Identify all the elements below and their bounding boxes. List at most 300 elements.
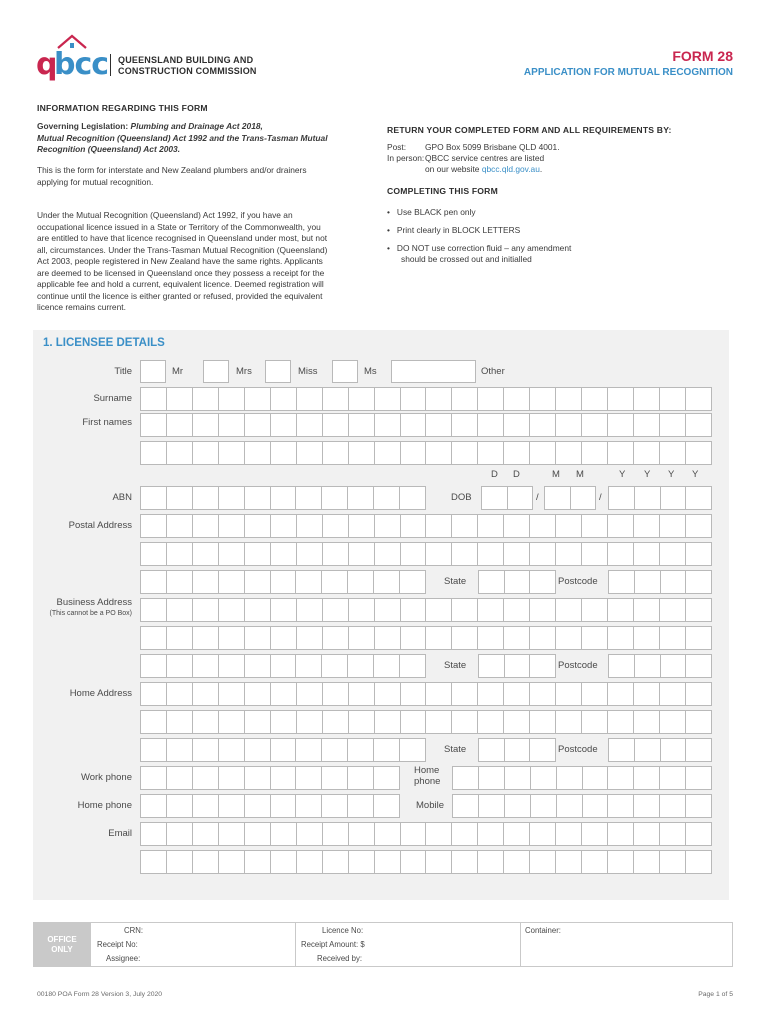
character-cell[interactable] [167, 542, 193, 566]
character-cell[interactable] [686, 441, 712, 465]
character-cell[interactable] [452, 766, 479, 790]
character-cell[interactable] [452, 441, 478, 465]
character-cell[interactable] [349, 413, 375, 437]
character-cell[interactable] [374, 654, 400, 678]
character-cell[interactable] [297, 626, 323, 650]
character-cell[interactable] [193, 794, 219, 818]
abn-field[interactable] [140, 486, 426, 510]
character-cell[interactable] [635, 654, 661, 678]
character-cell[interactable] [452, 682, 478, 706]
character-cell[interactable] [556, 598, 582, 622]
character-cell[interactable] [271, 654, 297, 678]
character-cell[interactable] [661, 570, 687, 594]
character-cell[interactable] [140, 738, 167, 762]
dob-month-field[interactable] [544, 486, 596, 510]
character-cell[interactable] [400, 654, 426, 678]
character-cell[interactable] [608, 570, 635, 594]
character-cell[interactable] [167, 387, 193, 411]
character-cell[interactable] [140, 413, 167, 437]
character-cell[interactable] [375, 822, 401, 846]
character-cell[interactable] [556, 542, 582, 566]
character-cell[interactable] [219, 542, 245, 566]
character-cell[interactable] [297, 542, 323, 566]
character-cell[interactable] [401, 626, 427, 650]
character-cell[interactable] [322, 654, 348, 678]
character-cell[interactable] [544, 486, 571, 510]
character-cell[interactable] [504, 413, 530, 437]
character-cell[interactable] [635, 738, 661, 762]
character-cell[interactable] [323, 710, 349, 734]
character-cell[interactable] [452, 514, 478, 538]
character-cell[interactable] [557, 794, 583, 818]
character-cell[interactable] [556, 626, 582, 650]
character-cell[interactable] [686, 710, 712, 734]
postal-postcode-field[interactable] [608, 570, 712, 594]
character-cell[interactable] [478, 850, 504, 874]
character-cell[interactable] [219, 738, 245, 762]
character-cell[interactable] [323, 850, 349, 874]
character-cell[interactable] [245, 822, 271, 846]
character-cell[interactable] [530, 542, 556, 566]
character-cell[interactable] [508, 486, 534, 510]
character-cell[interactable] [530, 441, 556, 465]
character-cell[interactable] [271, 542, 297, 566]
character-cell[interactable] [608, 441, 634, 465]
character-cell[interactable] [530, 387, 556, 411]
character-cell[interactable] [245, 710, 271, 734]
character-cell[interactable] [478, 738, 505, 762]
character-cell[interactable] [375, 542, 401, 566]
character-cell[interactable] [140, 598, 167, 622]
character-cell[interactable] [608, 738, 635, 762]
character-cell[interactable] [245, 387, 271, 411]
character-cell[interactable] [660, 514, 686, 538]
character-cell[interactable] [297, 441, 323, 465]
character-cell[interactable] [193, 710, 219, 734]
character-cell[interactable] [193, 626, 219, 650]
character-cell[interactable] [323, 413, 349, 437]
character-cell[interactable] [167, 822, 193, 846]
character-cell[interactable] [686, 850, 712, 874]
character-cell[interactable] [556, 441, 582, 465]
character-cell[interactable] [323, 387, 349, 411]
character-cell[interactable] [167, 738, 193, 762]
character-cell[interactable] [349, 387, 375, 411]
character-cell[interactable] [660, 413, 686, 437]
character-cell[interactable] [167, 850, 193, 874]
character-cell[interactable] [219, 794, 245, 818]
character-cell[interactable] [582, 441, 608, 465]
character-cell[interactable] [349, 682, 375, 706]
character-cell[interactable] [140, 387, 167, 411]
character-cell[interactable] [608, 514, 634, 538]
character-cell[interactable] [245, 514, 271, 538]
character-cell[interactable] [348, 738, 374, 762]
character-cell[interactable] [271, 710, 297, 734]
character-cell[interactable] [426, 387, 452, 411]
character-cell[interactable] [271, 570, 297, 594]
character-cell[interactable] [374, 570, 400, 594]
character-cell[interactable] [634, 598, 660, 622]
character-cell[interactable] [556, 413, 582, 437]
character-cell[interactable] [140, 486, 167, 510]
character-cell[interactable] [504, 542, 530, 566]
character-cell[interactable] [582, 710, 608, 734]
character-cell[interactable] [193, 570, 219, 594]
character-cell[interactable] [245, 850, 271, 874]
character-cell[interactable] [530, 822, 556, 846]
business-address-line-1[interactable] [140, 598, 712, 622]
character-cell[interactable] [271, 626, 297, 650]
surname-field[interactable] [140, 387, 712, 411]
character-cell[interactable] [530, 514, 556, 538]
character-cell[interactable] [582, 850, 608, 874]
character-cell[interactable] [219, 514, 245, 538]
character-cell[interactable] [478, 387, 504, 411]
character-cell[interactable] [140, 710, 167, 734]
character-cell[interactable] [479, 794, 505, 818]
character-cell[interactable] [504, 710, 530, 734]
character-cell[interactable] [323, 822, 349, 846]
character-cell[interactable] [245, 654, 271, 678]
character-cell[interactable] [426, 598, 452, 622]
home-postcode-field[interactable] [608, 738, 712, 762]
character-cell[interactable] [349, 441, 375, 465]
postal-state-field[interactable] [478, 570, 556, 594]
character-cell[interactable] [245, 626, 271, 650]
character-cell[interactable] [140, 654, 167, 678]
character-cell[interactable] [167, 441, 193, 465]
character-cell[interactable] [193, 486, 219, 510]
character-cell[interactable] [401, 387, 427, 411]
character-cell[interactable] [686, 738, 712, 762]
character-cell[interactable] [219, 710, 245, 734]
character-cell[interactable] [661, 486, 687, 510]
character-cell[interactable] [530, 710, 556, 734]
character-cell[interactable] [582, 413, 608, 437]
character-cell[interactable] [556, 387, 582, 411]
character-cell[interactable] [608, 387, 634, 411]
character-cell[interactable] [193, 738, 219, 762]
character-cell[interactable] [686, 822, 712, 846]
character-cell[interactable] [478, 626, 504, 650]
character-cell[interactable] [348, 654, 374, 678]
character-cell[interactable] [219, 850, 245, 874]
character-cell[interactable] [401, 514, 427, 538]
character-cell[interactable] [686, 794, 712, 818]
character-cell[interactable] [322, 738, 348, 762]
character-cell[interactable] [556, 710, 582, 734]
character-cell[interactable] [375, 626, 401, 650]
character-cell[interactable] [634, 542, 660, 566]
character-cell[interactable] [245, 542, 271, 566]
character-cell[interactable] [660, 441, 686, 465]
character-cell[interactable] [375, 413, 401, 437]
character-cell[interactable] [608, 822, 634, 846]
character-cell[interactable] [323, 514, 349, 538]
character-cell[interactable] [478, 514, 504, 538]
character-cell[interactable] [193, 822, 219, 846]
character-cell[interactable] [245, 598, 271, 622]
home-address-line-2[interactable] [140, 710, 712, 734]
character-cell[interactable] [193, 598, 219, 622]
character-cell[interactable] [349, 850, 375, 874]
character-cell[interactable] [686, 598, 712, 622]
postal-address-line-2[interactable] [140, 542, 712, 566]
character-cell[interactable] [686, 626, 712, 650]
character-cell[interactable] [582, 626, 608, 650]
first-names-field-2[interactable] [140, 441, 712, 465]
character-cell[interactable] [296, 766, 322, 790]
character-cell[interactable] [505, 794, 531, 818]
business-address-line-3[interactable] [140, 654, 426, 678]
character-cell[interactable] [634, 766, 660, 790]
character-cell[interactable] [323, 441, 349, 465]
character-cell[interactable] [556, 682, 582, 706]
character-cell[interactable] [634, 387, 660, 411]
character-cell[interactable] [608, 654, 635, 678]
character-cell[interactable] [634, 850, 660, 874]
character-cell[interactable] [531, 794, 557, 818]
character-cell[interactable] [375, 387, 401, 411]
character-cell[interactable] [401, 682, 427, 706]
character-cell[interactable] [374, 738, 400, 762]
character-cell[interactable] [323, 626, 349, 650]
character-cell[interactable] [322, 570, 348, 594]
character-cell[interactable] [634, 822, 660, 846]
character-cell[interactable] [140, 682, 167, 706]
character-cell[interactable] [219, 570, 245, 594]
character-cell[interactable] [634, 514, 660, 538]
character-cell[interactable] [582, 598, 608, 622]
character-cell[interactable] [349, 822, 375, 846]
character-cell[interactable] [478, 542, 504, 566]
character-cell[interactable] [400, 570, 426, 594]
character-cell[interactable] [271, 413, 297, 437]
character-cell[interactable] [348, 570, 374, 594]
character-cell[interactable] [608, 542, 634, 566]
character-cell[interactable] [686, 654, 712, 678]
character-cell[interactable] [271, 486, 297, 510]
character-cell[interactable] [245, 413, 271, 437]
character-cell[interactable] [140, 514, 167, 538]
character-cell[interactable] [608, 626, 634, 650]
character-cell[interactable] [660, 542, 686, 566]
character-cell[interactable] [660, 850, 686, 874]
character-cell[interactable] [426, 626, 452, 650]
character-cell[interactable] [452, 387, 478, 411]
character-cell[interactable] [245, 794, 271, 818]
work-phone-field[interactable] [140, 766, 400, 790]
character-cell[interactable] [296, 654, 322, 678]
character-cell[interactable] [426, 514, 452, 538]
character-cell[interactable] [686, 413, 712, 437]
character-cell[interactable] [660, 766, 686, 790]
character-cell[interactable] [661, 738, 687, 762]
title-ms-checkbox[interactable] [332, 360, 358, 383]
character-cell[interactable] [505, 738, 531, 762]
character-cell[interactable] [504, 514, 530, 538]
character-cell[interactable] [478, 682, 504, 706]
character-cell[interactable] [452, 413, 478, 437]
character-cell[interactable] [219, 413, 245, 437]
character-cell[interactable] [608, 710, 634, 734]
character-cell[interactable] [348, 486, 374, 510]
character-cell[interactable] [661, 654, 687, 678]
character-cell[interactable] [349, 598, 375, 622]
character-cell[interactable] [452, 794, 479, 818]
title-mr-checkbox[interactable] [140, 360, 166, 383]
character-cell[interactable] [635, 570, 661, 594]
character-cell[interactable] [167, 654, 193, 678]
character-cell[interactable] [401, 822, 427, 846]
character-cell[interactable] [375, 682, 401, 706]
character-cell[interactable] [660, 598, 686, 622]
character-cell[interactable] [608, 486, 635, 510]
character-cell[interactable] [401, 441, 427, 465]
character-cell[interactable] [322, 486, 348, 510]
character-cell[interactable] [219, 441, 245, 465]
character-cell[interactable] [582, 822, 608, 846]
title-other-field[interactable] [391, 360, 476, 383]
character-cell[interactable] [556, 850, 582, 874]
character-cell[interactable] [583, 766, 609, 790]
character-cell[interactable] [193, 387, 219, 411]
dob-day-field[interactable] [481, 486, 533, 510]
character-cell[interactable] [478, 822, 504, 846]
character-cell[interactable] [531, 766, 557, 790]
character-cell[interactable] [504, 850, 530, 874]
character-cell[interactable] [167, 486, 193, 510]
character-cell[interactable] [634, 441, 660, 465]
character-cell[interactable] [608, 598, 634, 622]
character-cell[interactable] [686, 486, 712, 510]
character-cell[interactable] [479, 766, 505, 790]
character-cell[interactable] [271, 766, 297, 790]
character-cell[interactable] [297, 413, 323, 437]
first-names-field-1[interactable] [140, 413, 712, 437]
character-cell[interactable] [193, 654, 219, 678]
character-cell[interactable] [478, 441, 504, 465]
character-cell[interactable] [140, 794, 167, 818]
home-address-line-1[interactable] [140, 682, 712, 706]
character-cell[interactable] [193, 413, 219, 437]
character-cell[interactable] [167, 710, 193, 734]
character-cell[interactable] [271, 514, 297, 538]
character-cell[interactable] [660, 387, 686, 411]
postal-address-line-3[interactable] [140, 570, 426, 594]
character-cell[interactable] [296, 794, 322, 818]
character-cell[interactable] [530, 626, 556, 650]
character-cell[interactable] [478, 570, 505, 594]
character-cell[interactable] [271, 822, 297, 846]
character-cell[interactable] [634, 626, 660, 650]
character-cell[interactable] [219, 766, 245, 790]
character-cell[interactable] [556, 822, 582, 846]
character-cell[interactable] [323, 598, 349, 622]
character-cell[interactable] [193, 766, 219, 790]
character-cell[interactable] [401, 598, 427, 622]
character-cell[interactable] [349, 542, 375, 566]
character-cell[interactable] [297, 822, 323, 846]
character-cell[interactable] [557, 766, 583, 790]
character-cell[interactable] [426, 542, 452, 566]
character-cell[interactable] [349, 514, 375, 538]
character-cell[interactable] [140, 626, 167, 650]
character-cell[interactable] [660, 710, 686, 734]
character-cell[interactable] [297, 682, 323, 706]
character-cell[interactable] [167, 570, 193, 594]
character-cell[interactable] [505, 570, 531, 594]
home-phone-field-2[interactable] [452, 766, 712, 790]
character-cell[interactable] [426, 682, 452, 706]
character-cell[interactable] [167, 413, 193, 437]
character-cell[interactable] [582, 682, 608, 706]
character-cell[interactable] [401, 710, 427, 734]
character-cell[interactable] [245, 441, 271, 465]
character-cell[interactable] [167, 682, 193, 706]
character-cell[interactable] [349, 710, 375, 734]
character-cell[interactable] [167, 766, 193, 790]
title-miss-checkbox[interactable] [265, 360, 291, 383]
character-cell[interactable] [297, 850, 323, 874]
character-cell[interactable] [608, 682, 634, 706]
character-cell[interactable] [426, 413, 452, 437]
character-cell[interactable] [478, 654, 505, 678]
character-cell[interactable] [608, 413, 634, 437]
character-cell[interactable] [348, 794, 374, 818]
character-cell[interactable] [452, 850, 478, 874]
character-cell[interactable] [271, 441, 297, 465]
character-cell[interactable] [452, 822, 478, 846]
character-cell[interactable] [556, 514, 582, 538]
home-state-field[interactable] [478, 738, 556, 762]
character-cell[interactable] [634, 413, 660, 437]
character-cell[interactable] [660, 682, 686, 706]
character-cell[interactable] [219, 598, 245, 622]
character-cell[interactable] [245, 682, 271, 706]
character-cell[interactable] [504, 387, 530, 411]
character-cell[interactable] [478, 710, 504, 734]
character-cell[interactable] [530, 570, 556, 594]
character-cell[interactable] [686, 514, 712, 538]
business-address-line-2[interactable] [140, 626, 712, 650]
character-cell[interactable] [297, 598, 323, 622]
home-address-line-3[interactable] [140, 738, 426, 762]
character-cell[interactable] [271, 850, 297, 874]
mobile-field[interactable] [452, 794, 712, 818]
character-cell[interactable] [504, 682, 530, 706]
character-cell[interactable] [193, 514, 219, 538]
character-cell[interactable] [219, 822, 245, 846]
character-cell[interactable] [608, 794, 634, 818]
character-cell[interactable] [426, 850, 452, 874]
character-cell[interactable] [193, 682, 219, 706]
character-cell[interactable] [608, 850, 634, 874]
character-cell[interactable] [686, 682, 712, 706]
character-cell[interactable] [608, 766, 634, 790]
character-cell[interactable] [452, 542, 478, 566]
character-cell[interactable] [505, 766, 531, 790]
character-cell[interactable] [193, 542, 219, 566]
character-cell[interactable] [271, 738, 297, 762]
character-cell[interactable] [219, 682, 245, 706]
character-cell[interactable] [400, 486, 426, 510]
character-cell[interactable] [634, 682, 660, 706]
character-cell[interactable] [193, 850, 219, 874]
character-cell[interactable] [374, 766, 400, 790]
character-cell[interactable] [296, 570, 322, 594]
